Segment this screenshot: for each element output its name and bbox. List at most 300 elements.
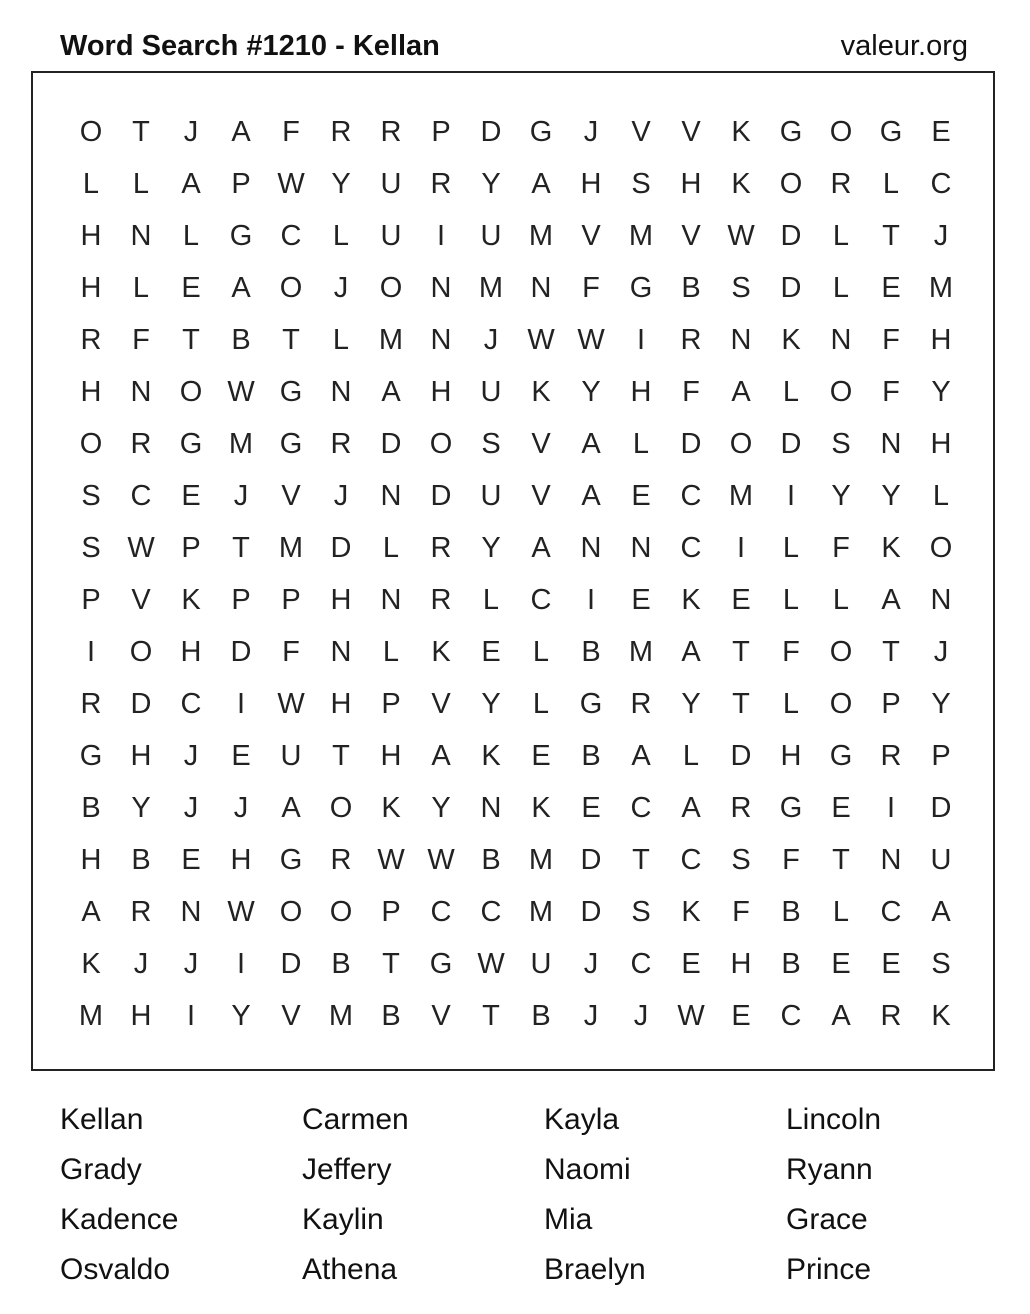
grid-letter[interactable]: W xyxy=(727,219,755,252)
grid-letter[interactable]: R xyxy=(730,791,752,824)
grid-letter[interactable]: A xyxy=(381,375,401,408)
grid-letter[interactable]: H xyxy=(330,583,352,616)
grid-letter[interactable]: E xyxy=(881,271,901,304)
grid-letter[interactable]: Y xyxy=(581,375,601,408)
grid-letter[interactable]: H xyxy=(80,843,102,876)
grid-letter[interactable]: H xyxy=(930,427,952,460)
grid-letter[interactable]: O xyxy=(429,427,453,460)
grid-letter[interactable]: P xyxy=(881,687,901,720)
grid-letter[interactable]: M xyxy=(378,323,404,356)
grid-letter[interactable]: P xyxy=(231,167,251,200)
grid-letter[interactable]: D xyxy=(330,531,352,564)
grid-letter[interactable]: G xyxy=(779,791,803,824)
grid-letter[interactable]: U xyxy=(530,947,552,980)
grid-letter[interactable]: I xyxy=(636,323,646,356)
grid-letter[interactable]: J xyxy=(183,791,199,824)
grid-letter[interactable]: M xyxy=(528,843,554,876)
grid-letter[interactable]: A xyxy=(581,427,601,460)
grid-letter[interactable]: S xyxy=(631,167,651,200)
grid-letter[interactable]: N xyxy=(930,583,952,616)
grid-letter[interactable]: N xyxy=(530,271,552,304)
grid-letter[interactable]: L xyxy=(682,739,700,772)
grid-letter[interactable]: W xyxy=(677,999,705,1032)
grid-letter[interactable]: U xyxy=(480,479,502,512)
grid-letter[interactable]: W xyxy=(377,843,405,876)
grid-letter[interactable]: J xyxy=(233,791,249,824)
grid-letter[interactable]: B xyxy=(581,739,601,772)
grid-letter[interactable]: F xyxy=(882,375,900,408)
grid-letter[interactable]: M xyxy=(528,219,554,252)
grid-letter[interactable]: L xyxy=(832,583,850,616)
grid-letter[interactable]: A xyxy=(631,739,651,772)
grid-letter[interactable]: G xyxy=(229,219,253,252)
grid-letter[interactable]: F xyxy=(282,115,300,148)
grid-letter[interactable]: E xyxy=(181,271,201,304)
grid-letter[interactable]: E xyxy=(581,791,601,824)
grid-letter[interactable]: C xyxy=(630,947,652,980)
grid-letter[interactable]: V xyxy=(531,427,551,460)
grid-letter[interactable]: U xyxy=(380,167,402,200)
grid-letter[interactable]: P xyxy=(81,583,101,616)
grid-letter[interactable]: B xyxy=(531,999,551,1032)
grid-letter[interactable]: B xyxy=(81,791,101,824)
grid-letter[interactable]: C xyxy=(530,583,552,616)
grid-letter[interactable]: N xyxy=(430,271,452,304)
grid-letter[interactable]: I xyxy=(586,583,596,616)
grid-letter[interactable]: L xyxy=(782,531,800,564)
grid-letter[interactable]: H xyxy=(780,739,802,772)
grid-letter[interactable]: V xyxy=(631,115,651,148)
grid-letter[interactable]: T xyxy=(882,635,900,668)
grid-letter[interactable]: H xyxy=(380,739,402,772)
grid-letter[interactable]: C xyxy=(630,791,652,824)
grid-letter[interactable]: D xyxy=(780,219,802,252)
grid-letter[interactable]: L xyxy=(132,167,150,200)
grid-letter[interactable]: A xyxy=(681,635,701,668)
grid-letter[interactable]: C xyxy=(280,219,302,252)
grid-letter[interactable]: T xyxy=(182,323,200,356)
grid-letter[interactable]: E xyxy=(831,791,851,824)
grid-letter[interactable]: R xyxy=(430,531,452,564)
grid-letter[interactable]: D xyxy=(130,687,152,720)
grid-letter[interactable]: S xyxy=(81,479,101,512)
grid-letter[interactable]: O xyxy=(829,635,853,668)
grid-letter[interactable]: U xyxy=(930,843,952,876)
grid-letter[interactable]: R xyxy=(80,687,102,720)
grid-letter[interactable]: R xyxy=(830,167,852,200)
grid-letter[interactable]: H xyxy=(180,635,202,668)
grid-letter[interactable]: R xyxy=(330,843,352,876)
grid-letter[interactable]: L xyxy=(482,583,500,616)
grid-letter[interactable]: D xyxy=(230,635,252,668)
grid-letter[interactable]: G xyxy=(279,843,303,876)
grid-letter[interactable]: A xyxy=(831,999,851,1032)
grid-letter[interactable]: I xyxy=(86,635,96,668)
grid-letter[interactable]: J xyxy=(133,947,149,980)
grid-letter[interactable]: I xyxy=(236,947,246,980)
grid-letter[interactable]: L xyxy=(382,531,400,564)
grid-letter[interactable]: N xyxy=(480,791,502,824)
grid-letter[interactable]: L xyxy=(832,895,850,928)
grid-letter[interactable]: S xyxy=(81,531,101,564)
grid-letter[interactable]: F xyxy=(682,375,700,408)
grid-letter[interactable]: T xyxy=(232,531,250,564)
grid-letter[interactable]: S xyxy=(831,427,851,460)
grid-letter[interactable]: E xyxy=(531,739,551,772)
grid-letter[interactable]: K xyxy=(731,115,751,148)
grid-letter[interactable]: V xyxy=(431,999,451,1032)
grid-letter[interactable]: R xyxy=(80,323,102,356)
grid-letter[interactable]: L xyxy=(532,687,550,720)
grid-letter[interactable]: E xyxy=(631,479,651,512)
grid-letter[interactable]: T xyxy=(482,999,500,1032)
grid-letter[interactable]: M xyxy=(628,219,654,252)
grid-letter[interactable]: C xyxy=(180,687,202,720)
grid-letter[interactable]: K xyxy=(681,895,701,928)
grid-letter[interactable]: S xyxy=(931,947,951,980)
grid-letter[interactable]: A xyxy=(231,115,251,148)
grid-letter[interactable]: C xyxy=(880,895,902,928)
grid-letter[interactable]: G xyxy=(429,947,453,980)
grid-letter[interactable]: D xyxy=(430,479,452,512)
grid-letter[interactable]: V xyxy=(431,687,451,720)
grid-letter[interactable]: K xyxy=(931,999,951,1032)
grid-letter[interactable]: S xyxy=(481,427,501,460)
grid-letter[interactable]: R xyxy=(130,895,152,928)
grid-letter[interactable]: K xyxy=(781,323,801,356)
grid-letter[interactable]: K xyxy=(431,635,451,668)
grid-letter[interactable]: H xyxy=(730,947,752,980)
grid-letter[interactable]: Y xyxy=(481,531,501,564)
grid-letter[interactable]: W xyxy=(277,167,305,200)
grid-letter[interactable]: G xyxy=(879,115,903,148)
grid-letter[interactable]: L xyxy=(632,427,650,460)
grid-letter[interactable]: K xyxy=(531,375,551,408)
grid-letter[interactable]: I xyxy=(886,791,896,824)
grid-letter[interactable]: F xyxy=(132,323,150,356)
grid-letter[interactable]: J xyxy=(483,323,499,356)
grid-letter[interactable]: V xyxy=(681,115,701,148)
grid-letter[interactable]: N xyxy=(630,531,652,564)
grid-letter[interactable]: O xyxy=(329,791,353,824)
grid-letter[interactable]: T xyxy=(382,947,400,980)
grid-letter[interactable]: E xyxy=(731,583,751,616)
grid-letter[interactable]: L xyxy=(832,271,850,304)
grid-letter[interactable]: R xyxy=(430,583,452,616)
grid-letter[interactable]: S xyxy=(731,271,751,304)
grid-letter[interactable]: H xyxy=(130,999,152,1032)
grid-letter[interactable]: M xyxy=(278,531,304,564)
grid-letter[interactable]: V xyxy=(581,219,601,252)
grid-letter[interactable]: K xyxy=(881,531,901,564)
grid-letter[interactable]: H xyxy=(80,375,102,408)
grid-letter[interactable]: Y xyxy=(931,687,951,720)
grid-letter[interactable]: O xyxy=(829,375,853,408)
grid-letter[interactable]: H xyxy=(630,375,652,408)
grid-letter[interactable]: Y xyxy=(931,375,951,408)
grid-letter[interactable]: L xyxy=(332,323,350,356)
grid-letter[interactable]: F xyxy=(832,531,850,564)
grid-letter[interactable]: J xyxy=(183,739,199,772)
grid-letter[interactable]: N xyxy=(130,375,152,408)
grid-letter[interactable]: B xyxy=(781,895,801,928)
grid-letter[interactable]: A xyxy=(931,895,951,928)
grid-letter[interactable]: J xyxy=(583,999,599,1032)
grid-letter[interactable]: A xyxy=(431,739,451,772)
grid-letter[interactable]: A xyxy=(181,167,201,200)
grid-letter[interactable]: I xyxy=(436,219,446,252)
grid-letter[interactable]: K xyxy=(481,739,501,772)
grid-letter[interactable]: B xyxy=(481,843,501,876)
grid-letter[interactable]: G xyxy=(279,375,303,408)
grid-letter[interactable]: N xyxy=(130,219,152,252)
grid-letter[interactable]: K xyxy=(731,167,751,200)
grid-letter[interactable]: E xyxy=(681,947,701,980)
grid-letter[interactable]: N xyxy=(330,375,352,408)
grid-letter[interactable]: P xyxy=(381,687,401,720)
grid-letter[interactable]: R xyxy=(380,115,402,148)
grid-letter[interactable]: L xyxy=(82,167,100,200)
grid-letter[interactable]: M xyxy=(478,271,504,304)
grid-letter[interactable]: N xyxy=(380,583,402,616)
grid-letter[interactable]: L xyxy=(782,375,800,408)
grid-letter[interactable]: M xyxy=(328,999,354,1032)
grid-letter[interactable]: N xyxy=(330,635,352,668)
grid-letter[interactable]: V xyxy=(131,583,151,616)
grid-letter[interactable]: Y xyxy=(481,167,501,200)
grid-letter[interactable]: N xyxy=(380,479,402,512)
grid-letter[interactable]: M xyxy=(78,999,104,1032)
grid-letter[interactable]: B xyxy=(781,947,801,980)
grid-letter[interactable]: J xyxy=(583,947,599,980)
grid-letter[interactable]: G xyxy=(79,739,103,772)
grid-letter[interactable]: O xyxy=(779,167,803,200)
grid-letter[interactable]: F xyxy=(782,635,800,668)
grid-letter[interactable]: H xyxy=(680,167,702,200)
grid-letter[interactable]: K xyxy=(181,583,201,616)
grid-letter[interactable]: S xyxy=(731,843,751,876)
grid-letter[interactable]: M xyxy=(528,895,554,928)
grid-letter[interactable]: F xyxy=(732,895,750,928)
grid-letter[interactable]: J xyxy=(633,999,649,1032)
grid-letter[interactable]: L xyxy=(532,635,550,668)
grid-letter[interactable]: D xyxy=(930,791,952,824)
grid-letter[interactable]: R xyxy=(680,323,702,356)
grid-letter[interactable]: H xyxy=(330,687,352,720)
grid-letter[interactable]: D xyxy=(730,739,752,772)
grid-letter[interactable]: S xyxy=(631,895,651,928)
grid-letter[interactable]: D xyxy=(380,427,402,460)
grid-letter[interactable]: J xyxy=(333,271,349,304)
grid-letter[interactable]: K xyxy=(81,947,101,980)
grid-letter[interactable]: F xyxy=(582,271,600,304)
grid-letter[interactable]: B xyxy=(681,271,701,304)
grid-letter[interactable]: V xyxy=(681,219,701,252)
grid-letter[interactable]: C xyxy=(680,843,702,876)
grid-letter[interactable]: Y xyxy=(131,791,151,824)
grid-letter[interactable]: N xyxy=(830,323,852,356)
grid-letter[interactable]: T xyxy=(332,739,350,772)
grid-letter[interactable]: Y xyxy=(431,791,451,824)
grid-letter[interactable]: T xyxy=(132,115,150,148)
grid-letter[interactable]: W xyxy=(227,375,255,408)
grid-letter[interactable]: P xyxy=(281,583,301,616)
grid-letter[interactable]: D xyxy=(280,947,302,980)
grid-letter[interactable]: B xyxy=(231,323,251,356)
grid-letter[interactable]: Y xyxy=(881,479,901,512)
grid-letter[interactable]: O xyxy=(829,687,853,720)
grid-letter[interactable]: R xyxy=(130,427,152,460)
grid-letter[interactable]: M xyxy=(228,427,254,460)
grid-letter[interactable]: H xyxy=(80,219,102,252)
grid-letter[interactable]: Y xyxy=(231,999,251,1032)
grid-letter[interactable]: G xyxy=(529,115,553,148)
grid-letter[interactable]: O xyxy=(179,375,203,408)
grid-letter[interactable]: J xyxy=(933,219,949,252)
grid-letter[interactable]: C xyxy=(130,479,152,512)
grid-letter[interactable]: D xyxy=(580,895,602,928)
grid-letter[interactable]: J xyxy=(933,635,949,668)
grid-letter[interactable]: T xyxy=(882,219,900,252)
grid-letter[interactable]: N xyxy=(580,531,602,564)
grid-letter[interactable]: L xyxy=(132,271,150,304)
grid-letter[interactable]: T xyxy=(732,635,750,668)
grid-letter[interactable]: B xyxy=(331,947,351,980)
grid-letter[interactable]: F xyxy=(882,323,900,356)
grid-letter[interactable]: W xyxy=(427,843,455,876)
grid-letter[interactable]: N xyxy=(730,323,752,356)
grid-letter[interactable]: O xyxy=(279,895,303,928)
grid-letter[interactable]: L xyxy=(382,635,400,668)
grid-letter[interactable]: D xyxy=(480,115,502,148)
grid-letter[interactable]: E xyxy=(181,479,201,512)
grid-letter[interactable]: W xyxy=(277,687,305,720)
grid-letter[interactable]: T xyxy=(732,687,750,720)
grid-letter[interactable]: M xyxy=(628,635,654,668)
grid-letter[interactable]: A xyxy=(681,791,701,824)
grid-letter[interactable]: O xyxy=(729,427,753,460)
grid-letter[interactable]: C xyxy=(430,895,452,928)
grid-letter[interactable]: O xyxy=(279,271,303,304)
grid-letter[interactable]: C xyxy=(780,999,802,1032)
grid-letter[interactable]: E xyxy=(931,115,951,148)
grid-letter[interactable]: R xyxy=(880,739,902,772)
grid-letter[interactable]: H xyxy=(930,323,952,356)
grid-letter[interactable]: A xyxy=(531,167,551,200)
grid-letter[interactable]: L xyxy=(332,219,350,252)
grid-letter[interactable]: U xyxy=(480,219,502,252)
grid-letter[interactable]: W xyxy=(477,947,505,980)
grid-letter[interactable]: H xyxy=(580,167,602,200)
grid-letter[interactable]: G xyxy=(779,115,803,148)
grid-letter[interactable]: N xyxy=(180,895,202,928)
grid-letter[interactable]: E xyxy=(231,739,251,772)
grid-letter[interactable]: R xyxy=(430,167,452,200)
grid-letter[interactable]: K xyxy=(531,791,551,824)
grid-letter[interactable]: G xyxy=(629,271,653,304)
grid-letter[interactable]: T xyxy=(832,843,850,876)
grid-letter[interactable]: W xyxy=(577,323,605,356)
grid-letter[interactable]: E xyxy=(731,999,751,1032)
grid-letter[interactable]: G xyxy=(829,739,853,772)
grid-letter[interactable]: E xyxy=(831,947,851,980)
grid-letter[interactable]: L xyxy=(832,219,850,252)
grid-letter[interactable]: R xyxy=(630,687,652,720)
grid-letter[interactable]: P xyxy=(381,895,401,928)
grid-letter[interactable]: V xyxy=(281,999,301,1032)
grid-letter[interactable]: U xyxy=(380,219,402,252)
grid-letter[interactable]: A xyxy=(81,895,101,928)
grid-letter[interactable]: L xyxy=(182,219,200,252)
grid-letter[interactable]: P xyxy=(231,583,251,616)
grid-letter[interactable]: N xyxy=(880,427,902,460)
grid-letter[interactable]: J xyxy=(233,479,249,512)
grid-letter[interactable]: L xyxy=(882,167,900,200)
grid-letter[interactable]: E xyxy=(481,635,501,668)
grid-letter[interactable]: N xyxy=(880,843,902,876)
grid-letter[interactable]: I xyxy=(736,531,746,564)
grid-letter[interactable]: E xyxy=(631,583,651,616)
grid-letter[interactable]: A xyxy=(881,583,901,616)
grid-letter[interactable]: J xyxy=(183,947,199,980)
grid-letter[interactable]: Y xyxy=(331,167,351,200)
grid-letter[interactable]: B xyxy=(381,999,401,1032)
grid-letter[interactable]: V xyxy=(531,479,551,512)
grid-letter[interactable]: T xyxy=(282,323,300,356)
grid-letter[interactable]: O xyxy=(929,531,953,564)
grid-letter[interactable]: O xyxy=(79,427,103,460)
grid-letter[interactable]: W xyxy=(527,323,555,356)
grid-letter[interactable]: D xyxy=(780,271,802,304)
grid-letter[interactable]: E xyxy=(881,947,901,980)
grid-letter[interactable]: O xyxy=(79,115,103,148)
grid-letter[interactable]: W xyxy=(227,895,255,928)
grid-letter[interactable]: F xyxy=(282,635,300,668)
grid-letter[interactable]: W xyxy=(127,531,155,564)
grid-letter[interactable]: K xyxy=(681,583,701,616)
grid-letter[interactable]: O xyxy=(829,115,853,148)
grid-letter[interactable]: B xyxy=(581,635,601,668)
grid-letter[interactable]: T xyxy=(632,843,650,876)
grid-letter[interactable]: U xyxy=(280,739,302,772)
grid-letter[interactable]: F xyxy=(782,843,800,876)
grid-letter[interactable]: U xyxy=(480,375,502,408)
grid-letter[interactable]: O xyxy=(379,271,403,304)
grid-letter[interactable]: J xyxy=(183,115,199,148)
grid-letter[interactable]: O xyxy=(329,895,353,928)
grid-letter[interactable]: L xyxy=(782,583,800,616)
grid-letter[interactable]: D xyxy=(580,843,602,876)
grid-letter[interactable]: D xyxy=(780,427,802,460)
grid-letter[interactable]: R xyxy=(880,999,902,1032)
grid-letter[interactable]: P xyxy=(431,115,451,148)
grid-letter[interactable]: P xyxy=(181,531,201,564)
grid-letter[interactable]: J xyxy=(333,479,349,512)
grid-letter[interactable]: H xyxy=(80,271,102,304)
grid-letter[interactable]: C xyxy=(480,895,502,928)
grid-letter[interactable]: K xyxy=(381,791,401,824)
grid-letter[interactable]: L xyxy=(782,687,800,720)
grid-letter[interactable]: M xyxy=(728,479,754,512)
grid-letter[interactable]: L xyxy=(932,479,950,512)
grid-letter[interactable]: Y xyxy=(681,687,701,720)
grid-letter[interactable]: I xyxy=(236,687,246,720)
grid-letter[interactable]: G xyxy=(279,427,303,460)
grid-letter[interactable]: D xyxy=(680,427,702,460)
grid-letter[interactable]: M xyxy=(928,271,954,304)
grid-letter[interactable]: A xyxy=(231,271,251,304)
grid-letter[interactable]: H xyxy=(130,739,152,772)
